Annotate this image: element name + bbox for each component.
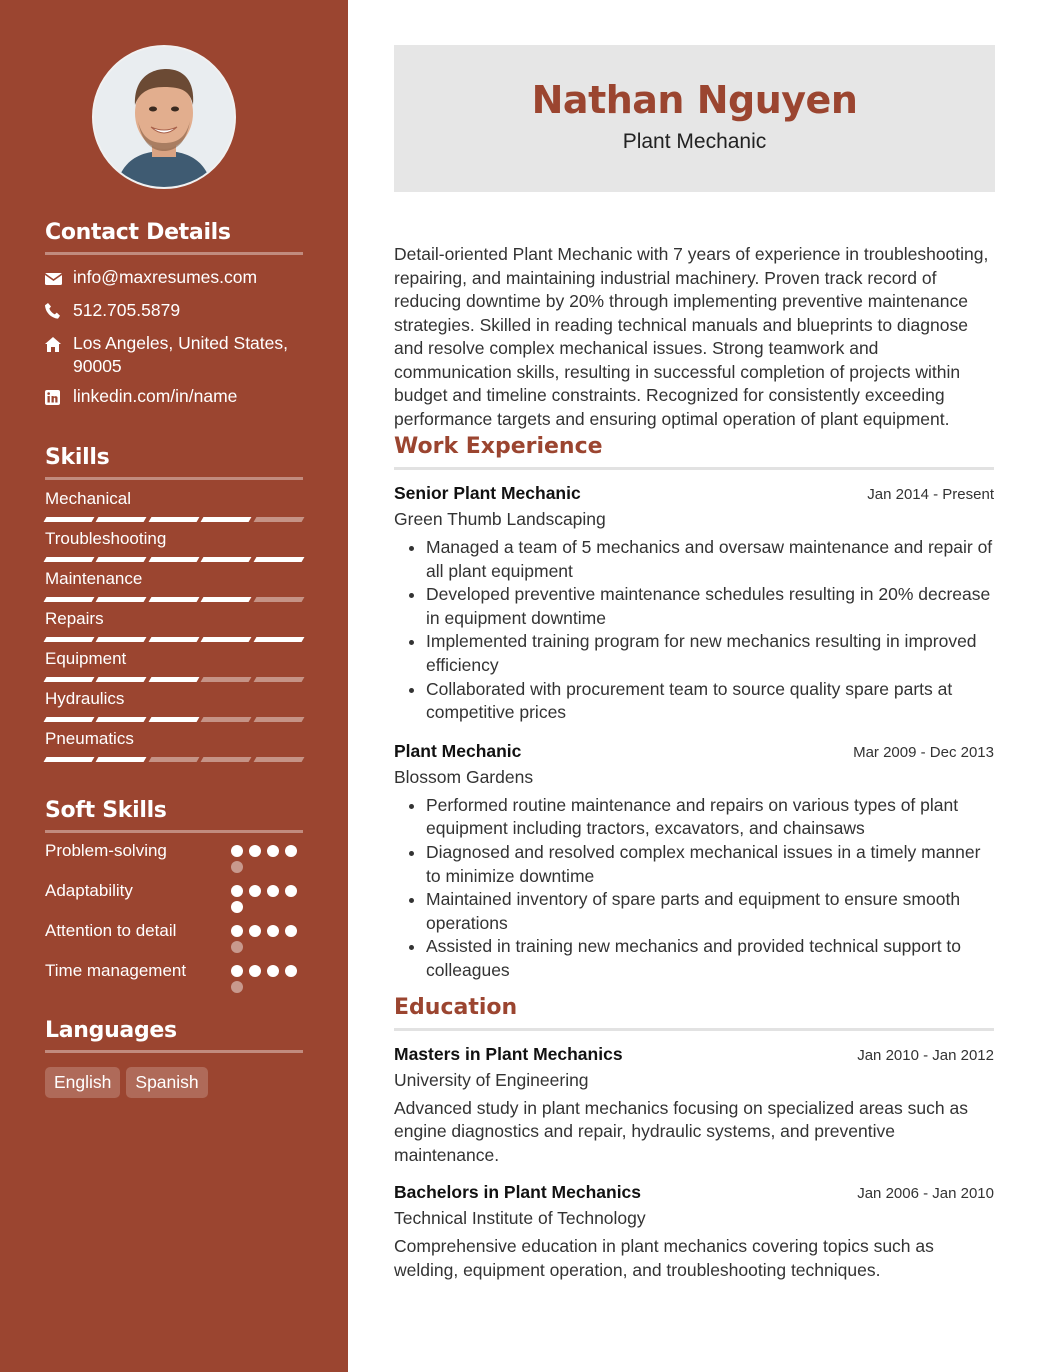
skill-item [45, 609, 303, 642]
skill-level-segment [44, 597, 95, 602]
skill-level-segment [96, 597, 147, 602]
skill-level-segment [148, 757, 199, 762]
skill-level-segment [253, 557, 304, 562]
rating-dot [267, 965, 279, 977]
skill-name: Mechanical [45, 489, 131, 508]
rating-dot [267, 845, 279, 857]
degree-name: Masters in Plant Mechanics [394, 1043, 623, 1064]
soft-skill-item [45, 839, 303, 873]
rating-dot [231, 981, 243, 993]
soft-skill-item [45, 959, 303, 993]
skill-level-bar [45, 637, 303, 642]
soft-skill-rating [231, 959, 303, 993]
home-icon [45, 332, 73, 358]
email-text: info@maxresumes.com [73, 267, 258, 287]
skill-item [45, 729, 303, 762]
soft-skill-rating [231, 919, 303, 953]
skill-level-bar [45, 597, 303, 602]
rating-dot [249, 845, 261, 857]
sidebar [0, 0, 348, 1372]
soft-skill-rating [231, 879, 303, 913]
rating-dot [285, 845, 297, 857]
bullet-item: • Performed routine maintenance and repairs on various types of plant equipment including tractors, excavators, and chainsaws [426, 794, 994, 841]
skill-name: Equipment [45, 649, 127, 668]
job-dates: Mar 2009 - Dec 2013 [853, 743, 994, 761]
language-chip: Spanish [126, 1067, 207, 1098]
school-name: University of Engineering [394, 1069, 589, 1090]
linkedin-text: linkedin.com/in/name [73, 386, 238, 406]
skill-name: Troubleshooting [45, 529, 167, 548]
entry-header [394, 1182, 994, 1203]
skill-name: Repairs [45, 609, 104, 628]
skill-level-bar [45, 757, 303, 762]
skill-level-segment [44, 517, 95, 522]
entry-header [394, 741, 994, 762]
skill-level-segment [44, 637, 95, 642]
contact-phone[interactable] [45, 299, 303, 325]
contact-email[interactable] [45, 266, 303, 292]
skill-item [45, 649, 303, 682]
soft-skill-name: Problem-solving [45, 841, 167, 860]
soft-skills-heading: Soft Skills [45, 798, 303, 833]
skill-level-segment [201, 717, 252, 722]
skill-level-segment [201, 637, 252, 642]
skill-level-segment [201, 677, 252, 682]
candidate-name: Nathan Nguyen [531, 78, 858, 122]
rating-dot [231, 941, 243, 953]
skill-level-segment [253, 757, 304, 762]
entry-header [394, 483, 994, 504]
envelope-icon [45, 266, 73, 292]
job-role: Senior Plant Mechanic [394, 483, 581, 503]
skill-name: Pneumatics [45, 729, 134, 748]
skill-name: Maintenance [45, 569, 143, 588]
skill-level-segment [96, 757, 147, 762]
education-dates: Jan 2010 - Jan 2012 [857, 1046, 994, 1064]
job-bullets [394, 794, 994, 983]
work-heading: Work Experience [394, 434, 994, 470]
education-dates: Jan 2006 - Jan 2010 [857, 1185, 994, 1202]
skill-level-segment [201, 557, 252, 562]
phone-text: 512.705.5879 [73, 300, 181, 320]
rating-dot [267, 885, 279, 897]
contact-address [45, 332, 303, 378]
education-heading: Education [394, 995, 994, 1031]
linkedin-icon [45, 385, 73, 411]
rating-dot [267, 925, 279, 937]
skill-level-segment [253, 677, 304, 682]
rating-dot [231, 845, 243, 857]
skills-section [45, 445, 303, 763]
soft-skill-name: Time management [45, 961, 187, 980]
skill-level-segment [96, 557, 147, 562]
rating-dot [285, 965, 297, 977]
contact-linkedin[interactable] [45, 385, 303, 411]
work-entry [394, 741, 994, 983]
header-banner [394, 45, 995, 192]
skills-heading: Skills [45, 445, 303, 480]
education-description: Advanced study in plant mechanics focusing on specialized areas such as engine diagnostics and repair, hydraulic systems, and preventive maintenance. [394, 1097, 968, 1165]
skill-level-segment [44, 557, 95, 562]
skill-level-segment [96, 517, 147, 522]
skill-level-segment [44, 757, 95, 762]
soft-skill-rating [231, 839, 303, 873]
rating-dot [249, 965, 261, 977]
language-chip: English [45, 1067, 120, 1098]
skill-level-bar [45, 557, 303, 562]
skill-level-segment [148, 637, 199, 642]
skill-level-segment [148, 717, 199, 722]
company-name: Blossom Gardens [394, 766, 534, 787]
bullet-item: • Diagnosed and resolved complex mechanical issues in a timely manner to minimize downtime [426, 841, 994, 888]
bullet-item: • Managed a team of 5 mechanics and oversaw maintenance and repair of all plant equipment [426, 536, 994, 583]
skill-level-segment [253, 717, 304, 722]
education-entry [394, 1044, 994, 1168]
summary: Detail-oriented Plant Mechanic with 7 years of experience in troubleshooting, repairing, and maintaining industrial machinery. Proven track record of reducing downtime by 20% through implementing preventive maintenance strategies. Skilled in reading technical manuals and blueprints to diagnose and resolve complex mechanical issues. Strong teamwork and communication skills, resulting in successful completion of projects within budget and timeline constraints. Recognized for consistently exceeding performance targets and ensuring optimal operation of plant equipment. [394, 244, 989, 429]
degree-name: Bachelors in Plant Mechanics [394, 1182, 642, 1202]
bullet-item: • Collaborated with procurement team to source quality spare parts at competitive prices [426, 678, 994, 725]
skill-item [45, 489, 303, 522]
job-dates: Jan 2014 - Present [867, 486, 994, 503]
job-role: Plant Mechanic [394, 740, 522, 761]
rating-dot [285, 885, 297, 897]
address-text: Los Angeles, United States, 90005 [73, 333, 288, 376]
education-description: Comprehensive education in plant mechanics covering topics such as welding, equipment operation, and troubleshooting techniques. [394, 1236, 934, 1280]
bullet-item: • Implemented training program for new mechanics resulting in improved efficiency [426, 630, 994, 677]
soft-skill-name: Attention to detail [45, 921, 177, 940]
contact-heading: Contact Details [45, 220, 303, 255]
skill-level-segment [201, 517, 252, 522]
rating-dot [231, 861, 243, 873]
bullet-item: • Maintained inventory of spare parts and equipment to ensure smooth operations [426, 888, 994, 935]
languages-heading: Languages [45, 1018, 303, 1053]
education-entry [394, 1182, 994, 1282]
skill-level-segment [148, 517, 199, 522]
skill-level-segment [148, 557, 199, 562]
skill-level-segment [44, 717, 95, 722]
rating-dot [249, 925, 261, 937]
rating-dot [231, 885, 243, 897]
skill-level-segment [96, 637, 147, 642]
skill-level-segment [253, 637, 304, 642]
skill-level-bar [45, 677, 303, 682]
entry-header [394, 1044, 994, 1065]
languages-section [45, 1018, 303, 1098]
skill-level-segment [96, 717, 147, 722]
work-entry [394, 483, 994, 725]
main-content [394, 243, 994, 1282]
soft-skills-section [45, 798, 303, 993]
profile-photo [92, 45, 236, 189]
avatar [94, 47, 234, 187]
skill-name: Hydraulics [45, 689, 125, 708]
bullet-item: • Developed preventive maintenance schedules resulting in 20% decrease in equipment downtime [426, 583, 994, 630]
skill-level-bar [45, 517, 303, 522]
rating-dot [231, 925, 243, 937]
skill-level-segment [253, 517, 304, 522]
skill-level-segment [201, 757, 252, 762]
company-name: Green Thumb Landscaping [394, 509, 606, 529]
rating-dot [249, 885, 261, 897]
skill-item [45, 689, 303, 722]
rating-dot [285, 925, 297, 937]
skill-item [45, 569, 303, 602]
skill-item [45, 529, 303, 562]
skill-level-segment [96, 677, 147, 682]
skill-level-segment [148, 677, 199, 682]
school-name: Technical Institute of Technology [394, 1208, 646, 1228]
bullet-item: • Assisted in training new mechanics and provided technical support to colleagues [426, 935, 994, 982]
skill-level-segment [44, 677, 95, 682]
soft-skill-item [45, 919, 303, 953]
soft-skill-name: Adaptability [45, 881, 133, 900]
soft-skill-item [45, 879, 303, 913]
phone-icon [45, 299, 73, 325]
job-title: Plant Mechanic [622, 130, 767, 153]
rating-dot [231, 901, 243, 913]
skill-level-segment [253, 597, 304, 602]
contact-section [45, 220, 303, 411]
job-bullets [394, 536, 994, 725]
skill-level-bar [45, 717, 303, 722]
rating-dot [231, 965, 243, 977]
skill-level-segment [148, 597, 199, 602]
skill-level-segment [201, 597, 252, 602]
